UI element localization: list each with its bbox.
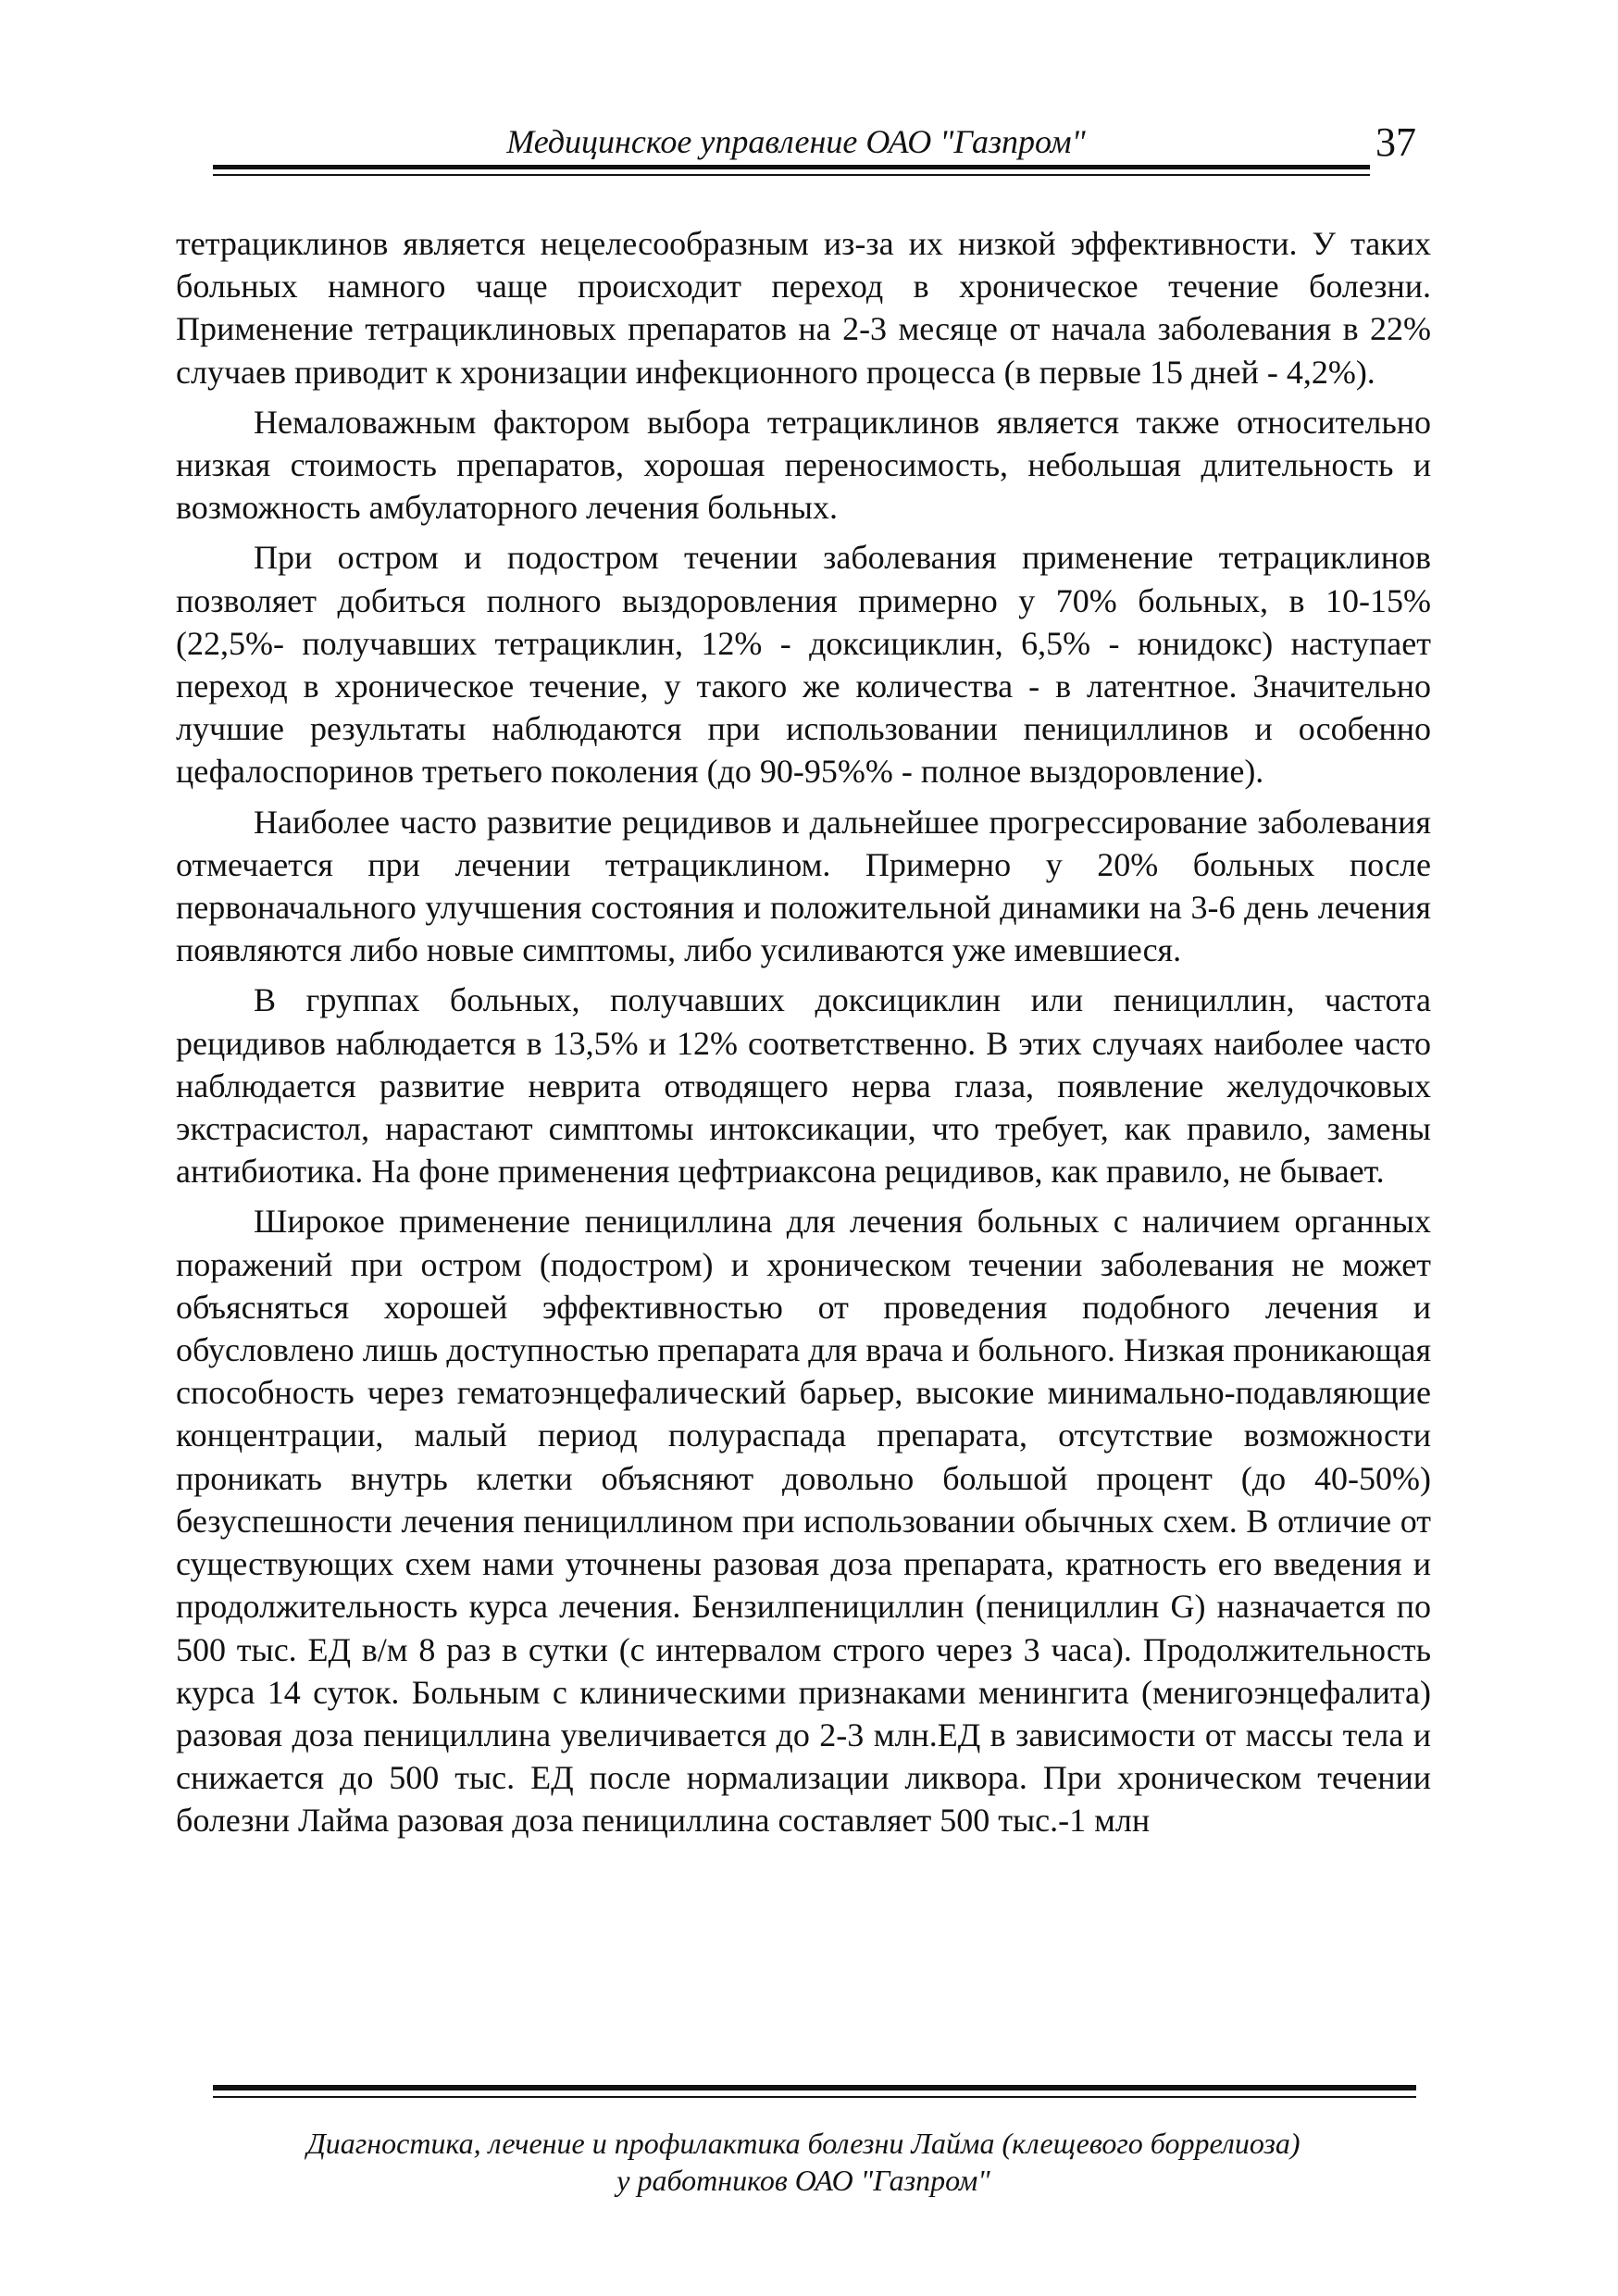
paragraph: В группах больных, получавших доксициклин или пенициллин, частота рецидивов наблюдается в 13,5% и 12% соответственно. В этих случаях наиболее часто наблюдается развитие неврита отводящего нерва глаза, появление желудочковых экстрасистол, нарастают симптомы интоксикации, что требует, как правило, замены антибиотика. На фоне применения цефтриаксона рецидивов, как правило, не бывает. bbox=[176, 981, 1431, 1191]
paragraph: При остром и подостром течении заболевания применение тетрациклинов позволяет добиться полного выздоровления примерно у 70% больных, в 10-15% (22,5%- получавших тетрациклин, 12% - доксициклин, 6,5% - юнидокс) наступает переход в хроническое течение, у такого же количества - в латентное. Значительно лучшие результаты наблюдаются при использовании пенициллинов и особенно цефалоспоринов третьего поколения (до 90-95%% - полное выздоровление). bbox=[176, 539, 1431, 791]
footer-title-line1: Диагностика, лечение и профилактика болезни Лайма (клещевого боррелиоза) bbox=[306, 2127, 1301, 2160]
header-rule-thin bbox=[213, 174, 1370, 176]
page-header bbox=[213, 109, 1416, 183]
body-text bbox=[176, 222, 1431, 1850]
paragraph-continuation: тетрациклинов является нецелесообразным из-за их низкой эффективности. У таких больных намного чаще происходит переход в хроническое течение болезни. Применение тетрациклиновых препаратов на 2-3 месяце от начала заболевания в 22% случаев приводит к хронизации инфекционного процесса (в первые 15 дней - 4,2%). bbox=[176, 225, 1431, 391]
paragraph: Широкое применение пенициллина для лечения больных с наличием органных поражений при остром (подостром) и хроническом течении заболевания не может объясняться хорошей эффективностью от проведения подобного лечения и обусловлено лишь доступностью препарата для врача и больного. Низкая проникающая способность через гематоэнцефалический барьер, высокие минимально-подавляющие концентрации, малый период полураспада препарата, отсутствие возможности проникать внутрь клетки объясняют довольно большой процент (до 40-50%) безуспешности лечения пенициллином при использовании обычных схем. В отличие от существующих схем нами уточнены разовая доза препарата, кратность его введения и продолжительность курса лечения. Бензилпенициллин (пенициллин G) назначается по 500 тыс. ЕД в/м 8 раз в сутки (с интервалом строго через 3 часа). Продолжительность курса 14 суток. Больным с клиническими признаками менингита (менигоэнцефалита) разовая доза пенициллина увеличивается до 2-3 млн.ЕД в зависимости от массы тела и снижается до 500 тыс. ЕД после нормализации ликвора. При хроническом течении болезни Лайма разовая доза пенициллина составляет 500 тыс.-1 млн bbox=[176, 1203, 1431, 1840]
page-footer bbox=[176, 2085, 1431, 2233]
footer-rule-thin bbox=[213, 2096, 1416, 2098]
header-rule bbox=[213, 165, 1370, 169]
paragraph: Наиболее часто развитие рецидивов и дальнейшее прогрессирование заболевания отмечается при лечении тетрациклином. Примерно у 20% больных после первоначального улучшения состояния и положительной динамики на 3-6 день лечения появляются либо новые симптомы, либо усиливаются уже имевшиеся. bbox=[176, 803, 1431, 969]
page-number: 37 bbox=[1375, 119, 1416, 165]
footer-title-line2: у работников ОАО "Газпром" bbox=[616, 2164, 990, 2197]
paragraph: Немаловажным фактором выбора тетрациклинов является также относительно низкая стоимость препаратов, хорошая переносимость, небольшая длительность и возможность амбулаторного лечения больных. bbox=[176, 403, 1431, 527]
running-header-title: Медицинское управление ОАО "Газпром" bbox=[506, 123, 1086, 160]
footer-rule bbox=[213, 2085, 1416, 2090]
